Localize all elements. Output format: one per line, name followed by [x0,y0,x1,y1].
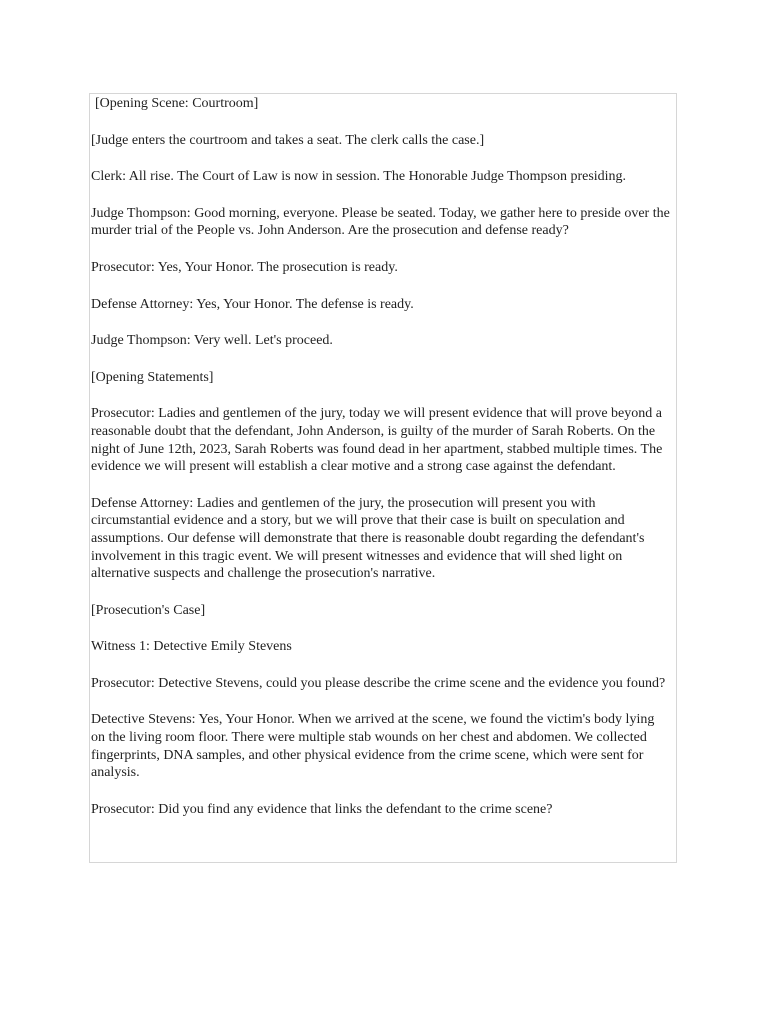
stage-direction-opening-scene: [Opening Scene: Courtroom] [95,96,259,111]
dialogue-defense-ready: Defense Attorney: Yes, Your Honor. The defense is ready. [91,296,414,312]
dialogue-prosecutor-followup: Prosecutor: Did you find any evidence that links the defendant to the crime scene? [91,801,553,817]
dialogue-clerk: Clerk: All rise. The Court of Law is now in session. The Honorable Judge Thompson presiding. [91,169,627,185]
stage-direction-judge-enters: [Judge enters the courtroom and takes a seat. The clerk calls the case.] [91,132,485,148]
dialogue-prosecutor-question: Prosecutor: Detective Stevens, could you please describe the crime scene and the evidence you found? [91,675,666,691]
section-heading-prosecution-case: [Prosecution's Case] [91,602,206,618]
witness-heading: Witness 1: Detective Emily Stevens [91,639,292,655]
dialogue-judge-proceed: Judge Thompson: Very well. Let's proceed. [91,333,333,349]
dialogue-prosecutor-opening: Prosecutor: Ladies and gentlemen of the jury, today we will present evidence that will prove beyond a reasonable doubt that the defendant, John Anderson, is guilty of the murder of Sarah Roberts. On the night of June 12th, 2023, Sarah Roberts was found dead in her apartment, stabbed multiple times. The evidence we will present will establish a clear motive and a strong case against the defendant. [91,406,663,475]
dialogue-prosecutor-ready: Prosecutor: Yes, Your Honor. The prosecution is ready. [91,259,398,275]
section-heading-opening-statements: [Opening Statements] [91,369,214,385]
dialogue-detective-answer: Detective Stevens: Yes, Your Honor. When we arrived at the scene, we found the victim's body lying on the living room floor. There were multiple stab wounds on her chest and abdomen. We collected fingerprints, DNA samples, and other physical evidence from the crime scene, which were sent for analysis. [91,712,655,781]
dialogue-defense-opening: Defense Attorney: Ladies and gentlemen of the jury, the prosecution will present you with circumstantial evidence and a story, but we will prove that their case is built on speculation and assumptions. Our defense will demonstrate that there is reasonable doubt regarding the defendant's involvement in this tragic event. We will present witnesses and evidence that will shed light on alternative suspects and challenge the prosecution's narrative. [91,495,645,582]
document-page [89,93,677,863]
dialogue-judge-greeting: Judge Thompson: Good morning, everyone. Please be seated. Today, we gather here to preside over the murder trial of the People vs. John Anderson. Are the prosecution and defense ready? [91,205,670,239]
